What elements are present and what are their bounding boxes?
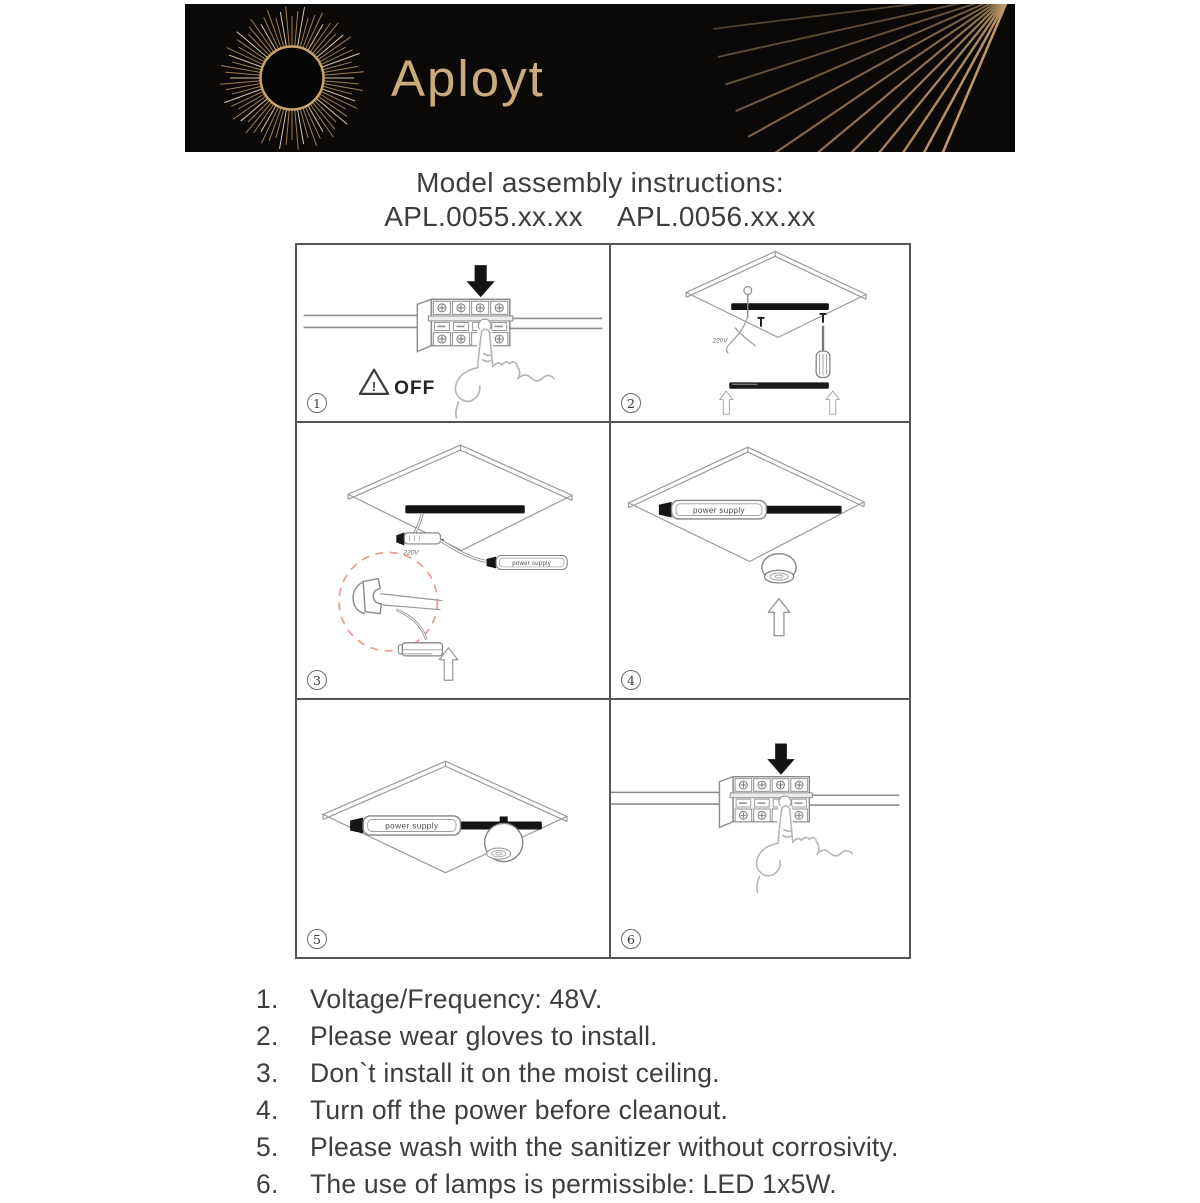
instruction-item-3: 3. Don`t install it on the moist ceiling. (256, 1058, 720, 1088)
ceiling-panel (348, 445, 572, 550)
instruction-item-2: 2. Please wear gloves to install. (256, 1021, 658, 1051)
step-4-number: 4 (621, 670, 641, 690)
terminal-block (304, 265, 603, 418)
step-5-panel (297, 700, 609, 957)
up-arrow-icon (720, 391, 733, 414)
step-6-panel (611, 700, 909, 957)
step-5-number: 5 (307, 929, 327, 949)
screw-head (744, 287, 752, 295)
step-4-drawing (611, 423, 909, 698)
step-2-drawing (611, 245, 909, 421)
starburst-logo-icon (216, 4, 368, 152)
power-supply-box (487, 556, 568, 570)
instruction-item-6: 6. The use of lamps is permissible: LED 1x5W. (256, 1169, 837, 1199)
page-title: Model assembly instructions: (416, 167, 784, 198)
step-3-drawing (297, 423, 609, 698)
mount-part (398, 643, 442, 656)
warning-off (360, 370, 435, 399)
instruction-item-1: 1. Voltage/Frequency: 48V. (256, 984, 603, 1014)
step-1-number: 1 (307, 393, 327, 413)
power-supply-box (350, 816, 460, 835)
voltage-label: 220V (403, 549, 419, 557)
ceiling-lamp (762, 554, 796, 583)
voltage-label: 220V (712, 337, 728, 345)
model-codes (0, 201, 1200, 233)
step-2-panel (611, 245, 909, 421)
track-bar (762, 506, 841, 514)
ceiling-panel (686, 251, 866, 337)
up-arrow-icon (768, 599, 789, 636)
power-supply-box (659, 500, 766, 519)
model-code-2: APL.0056.xx.xx (617, 201, 816, 232)
connector (396, 532, 404, 545)
off-label: OFF (394, 377, 436, 399)
up-arrow-icon (826, 391, 839, 414)
title-block (0, 167, 1200, 233)
terminal-block (611, 743, 899, 892)
step-1-panel (297, 245, 609, 421)
track-bar (405, 505, 524, 513)
step-1-drawing (297, 245, 609, 421)
step-3-panel (297, 423, 609, 698)
instructions-list (256, 981, 1036, 1203)
step-5-drawing (297, 700, 609, 957)
step-6-number: 6 (621, 929, 641, 949)
svg-text:!: ! (371, 378, 377, 394)
instruction-item-4: 4. Turn off the power before cleanout. (256, 1095, 729, 1125)
step-3-number: 3 (307, 670, 327, 690)
instruction-item-5: 5. Please wash with the sanitizer without corrosivity. (256, 1132, 899, 1162)
model-code-1: APL.0055.xx.xx (384, 201, 583, 232)
step-6-drawing (611, 700, 909, 957)
step-4-panel (611, 423, 909, 698)
assembly-steps-grid (295, 243, 911, 959)
track-bar-loose (729, 382, 829, 388)
brand-name: Aployt (391, 49, 545, 107)
track-bar (731, 303, 829, 310)
step-2-number: 2 (621, 393, 641, 413)
screwdriver (816, 326, 830, 378)
brand-banner (185, 4, 1015, 152)
